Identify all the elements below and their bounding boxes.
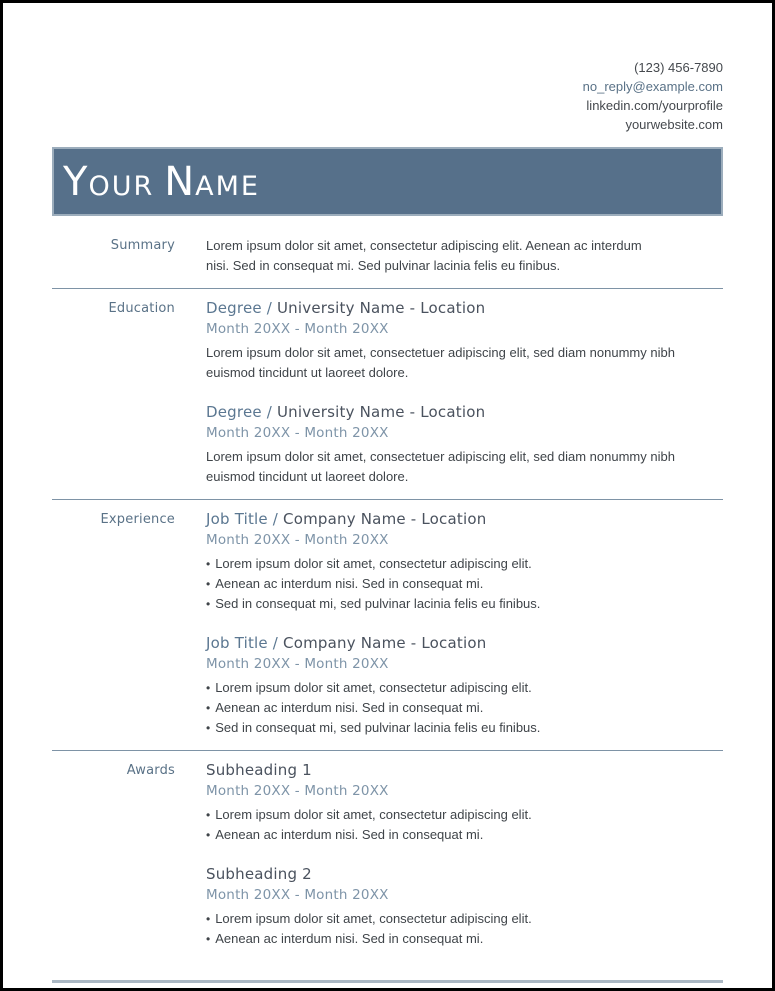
awards-content <box>206 761 723 949</box>
bullet-item <box>206 718 723 738</box>
education-content <box>206 299 723 487</box>
experience-entry-date: Month 20XX - Month 20XX <box>206 656 389 672</box>
experience-bullet-list <box>206 554 723 614</box>
education-entry <box>206 299 723 383</box>
degree-text: Degree / <box>206 403 273 421</box>
bullet-dot: • <box>206 912 211 926</box>
section-experience <box>52 499 723 750</box>
bullet-item <box>206 698 723 718</box>
awards-entry <box>206 761 723 845</box>
awards-bullet-list <box>206 909 723 949</box>
job-title-text: Job Title / <box>206 510 279 528</box>
summary-content <box>206 236 723 276</box>
summary-entry <box>206 236 723 276</box>
bullet-dot: • <box>206 577 211 591</box>
section-awards <box>52 750 723 961</box>
section-label-education: Education <box>108 301 175 316</box>
education-entry <box>206 403 723 487</box>
awards-entry-title: Subheading 1 <box>206 761 312 779</box>
bullet-text: Aenean ac interdum nisi. Sed in consequat mi. <box>215 827 484 842</box>
bullet-text: Lorem ipsum dolor sit amet, consectetur adipiscing elit. <box>215 911 532 926</box>
bullet-dot: • <box>206 557 211 571</box>
company-location-text: Company Name - Location <box>278 634 487 652</box>
bullet-item <box>206 825 723 845</box>
section-label-summary: Summary <box>110 238 175 253</box>
name-last-rest: AME <box>195 170 260 202</box>
bullet-text: Lorem ipsum dolor sit amet, consectetur adipiscing elit. <box>215 556 532 571</box>
bullet-text: Lorem ipsum dolor sit amet, consectetur adipiscing elit. <box>215 807 532 822</box>
degree-text: Degree / <box>206 299 273 317</box>
summary-paragraph: Lorem ipsum dolor sit amet, consectetur adipiscing elit. Aenean ac interdum nisi. Sed in consequat mi. Sed pulvinar lacinia felis eu finibus. <box>206 238 642 273</box>
education-entry-paragraph: Lorem ipsum dolor sit amet, consectetuer adipiscing elit, sed diam nonummy nibh euismod tincidunt ut laoreet dolore. <box>206 345 675 380</box>
university-location-text: University Name - Location <box>272 299 486 317</box>
name-first-rest: OUR <box>88 170 155 202</box>
education-entry-date: Month 20XX - Month 20XX <box>206 425 389 441</box>
experience-entry-date: Month 20XX - Month 20XX <box>206 532 389 548</box>
education-entry-paragraph: Lorem ipsum dolor sit amet, consectetuer adipiscing elit, sed diam nonummy nibh euismod tincidunt ut laoreet dolore. <box>206 449 675 484</box>
awards-bullet-list <box>206 805 723 845</box>
bullet-text: Sed in consequat mi, sed pulvinar lacinia felis eu finibus. <box>215 596 541 611</box>
bottom-divider <box>52 980 723 983</box>
section-label-awards: Awards <box>126 763 175 778</box>
bullet-item <box>206 805 723 825</box>
experience-entry-title <box>206 634 723 652</box>
bullet-text: Lorem ipsum dolor sit amet, consectetur adipiscing elit. <box>215 680 532 695</box>
bullet-dot: • <box>206 701 211 715</box>
section-summary <box>52 226 723 288</box>
name-first-initial: Y <box>63 158 89 205</box>
bullet-text: Aenean ac interdum nisi. Sed in consequat mi. <box>215 931 484 946</box>
name-banner <box>52 147 723 216</box>
bullet-item <box>206 678 723 698</box>
experience-entry <box>206 634 723 738</box>
section-education <box>52 288 723 499</box>
bullet-item <box>206 554 723 574</box>
bullet-item <box>206 909 723 929</box>
company-location-text: Company Name - Location <box>278 510 487 528</box>
job-title-text: Job Title / <box>206 634 279 652</box>
contact-block <box>52 58 723 134</box>
bullet-dot: • <box>206 681 211 695</box>
awards-entry-date: Month 20XX - Month 20XX <box>206 887 389 903</box>
bullet-dot: • <box>206 828 211 842</box>
experience-entry <box>206 510 723 614</box>
education-entry-title <box>206 299 723 317</box>
bullet-dot: • <box>206 597 211 611</box>
section-label-experience: Experience <box>100 512 175 527</box>
awards-entry-title: Subheading 2 <box>206 865 312 883</box>
resume-sections <box>52 226 723 961</box>
awards-entry-date: Month 20XX - Month 20XX <box>206 783 389 799</box>
contact-website: yourwebsite.com <box>625 117 723 132</box>
page-title <box>54 158 260 205</box>
education-entry-title <box>206 403 723 421</box>
bullet-dot: • <box>206 721 211 735</box>
university-location-text: University Name - Location <box>272 403 486 421</box>
bullet-text: Aenean ac interdum nisi. Sed in consequat mi. <box>215 576 484 591</box>
bullet-item <box>206 929 723 949</box>
bullet-item <box>206 574 723 594</box>
contact-email-link[interactable]: no_reply@example.com <box>582 79 723 94</box>
education-entry-date: Month 20XX - Month 20XX <box>206 321 389 337</box>
name-last-initial: N <box>164 158 196 205</box>
bullet-item <box>206 594 723 614</box>
contact-linkedin: linkedin.com/yourprofile <box>586 98 723 113</box>
bullet-dot: • <box>206 808 211 822</box>
bullet-text: Sed in consequat mi, sed pulvinar lacinia felis eu finibus. <box>215 720 541 735</box>
experience-entry-title <box>206 510 723 528</box>
bullet-text: Aenean ac interdum nisi. Sed in consequat mi. <box>215 700 484 715</box>
experience-bullet-list <box>206 678 723 738</box>
bullet-dot: • <box>206 932 211 946</box>
awards-entry <box>206 865 723 949</box>
contact-phone: (123) 456-7890 <box>634 60 723 75</box>
experience-content <box>206 510 723 738</box>
